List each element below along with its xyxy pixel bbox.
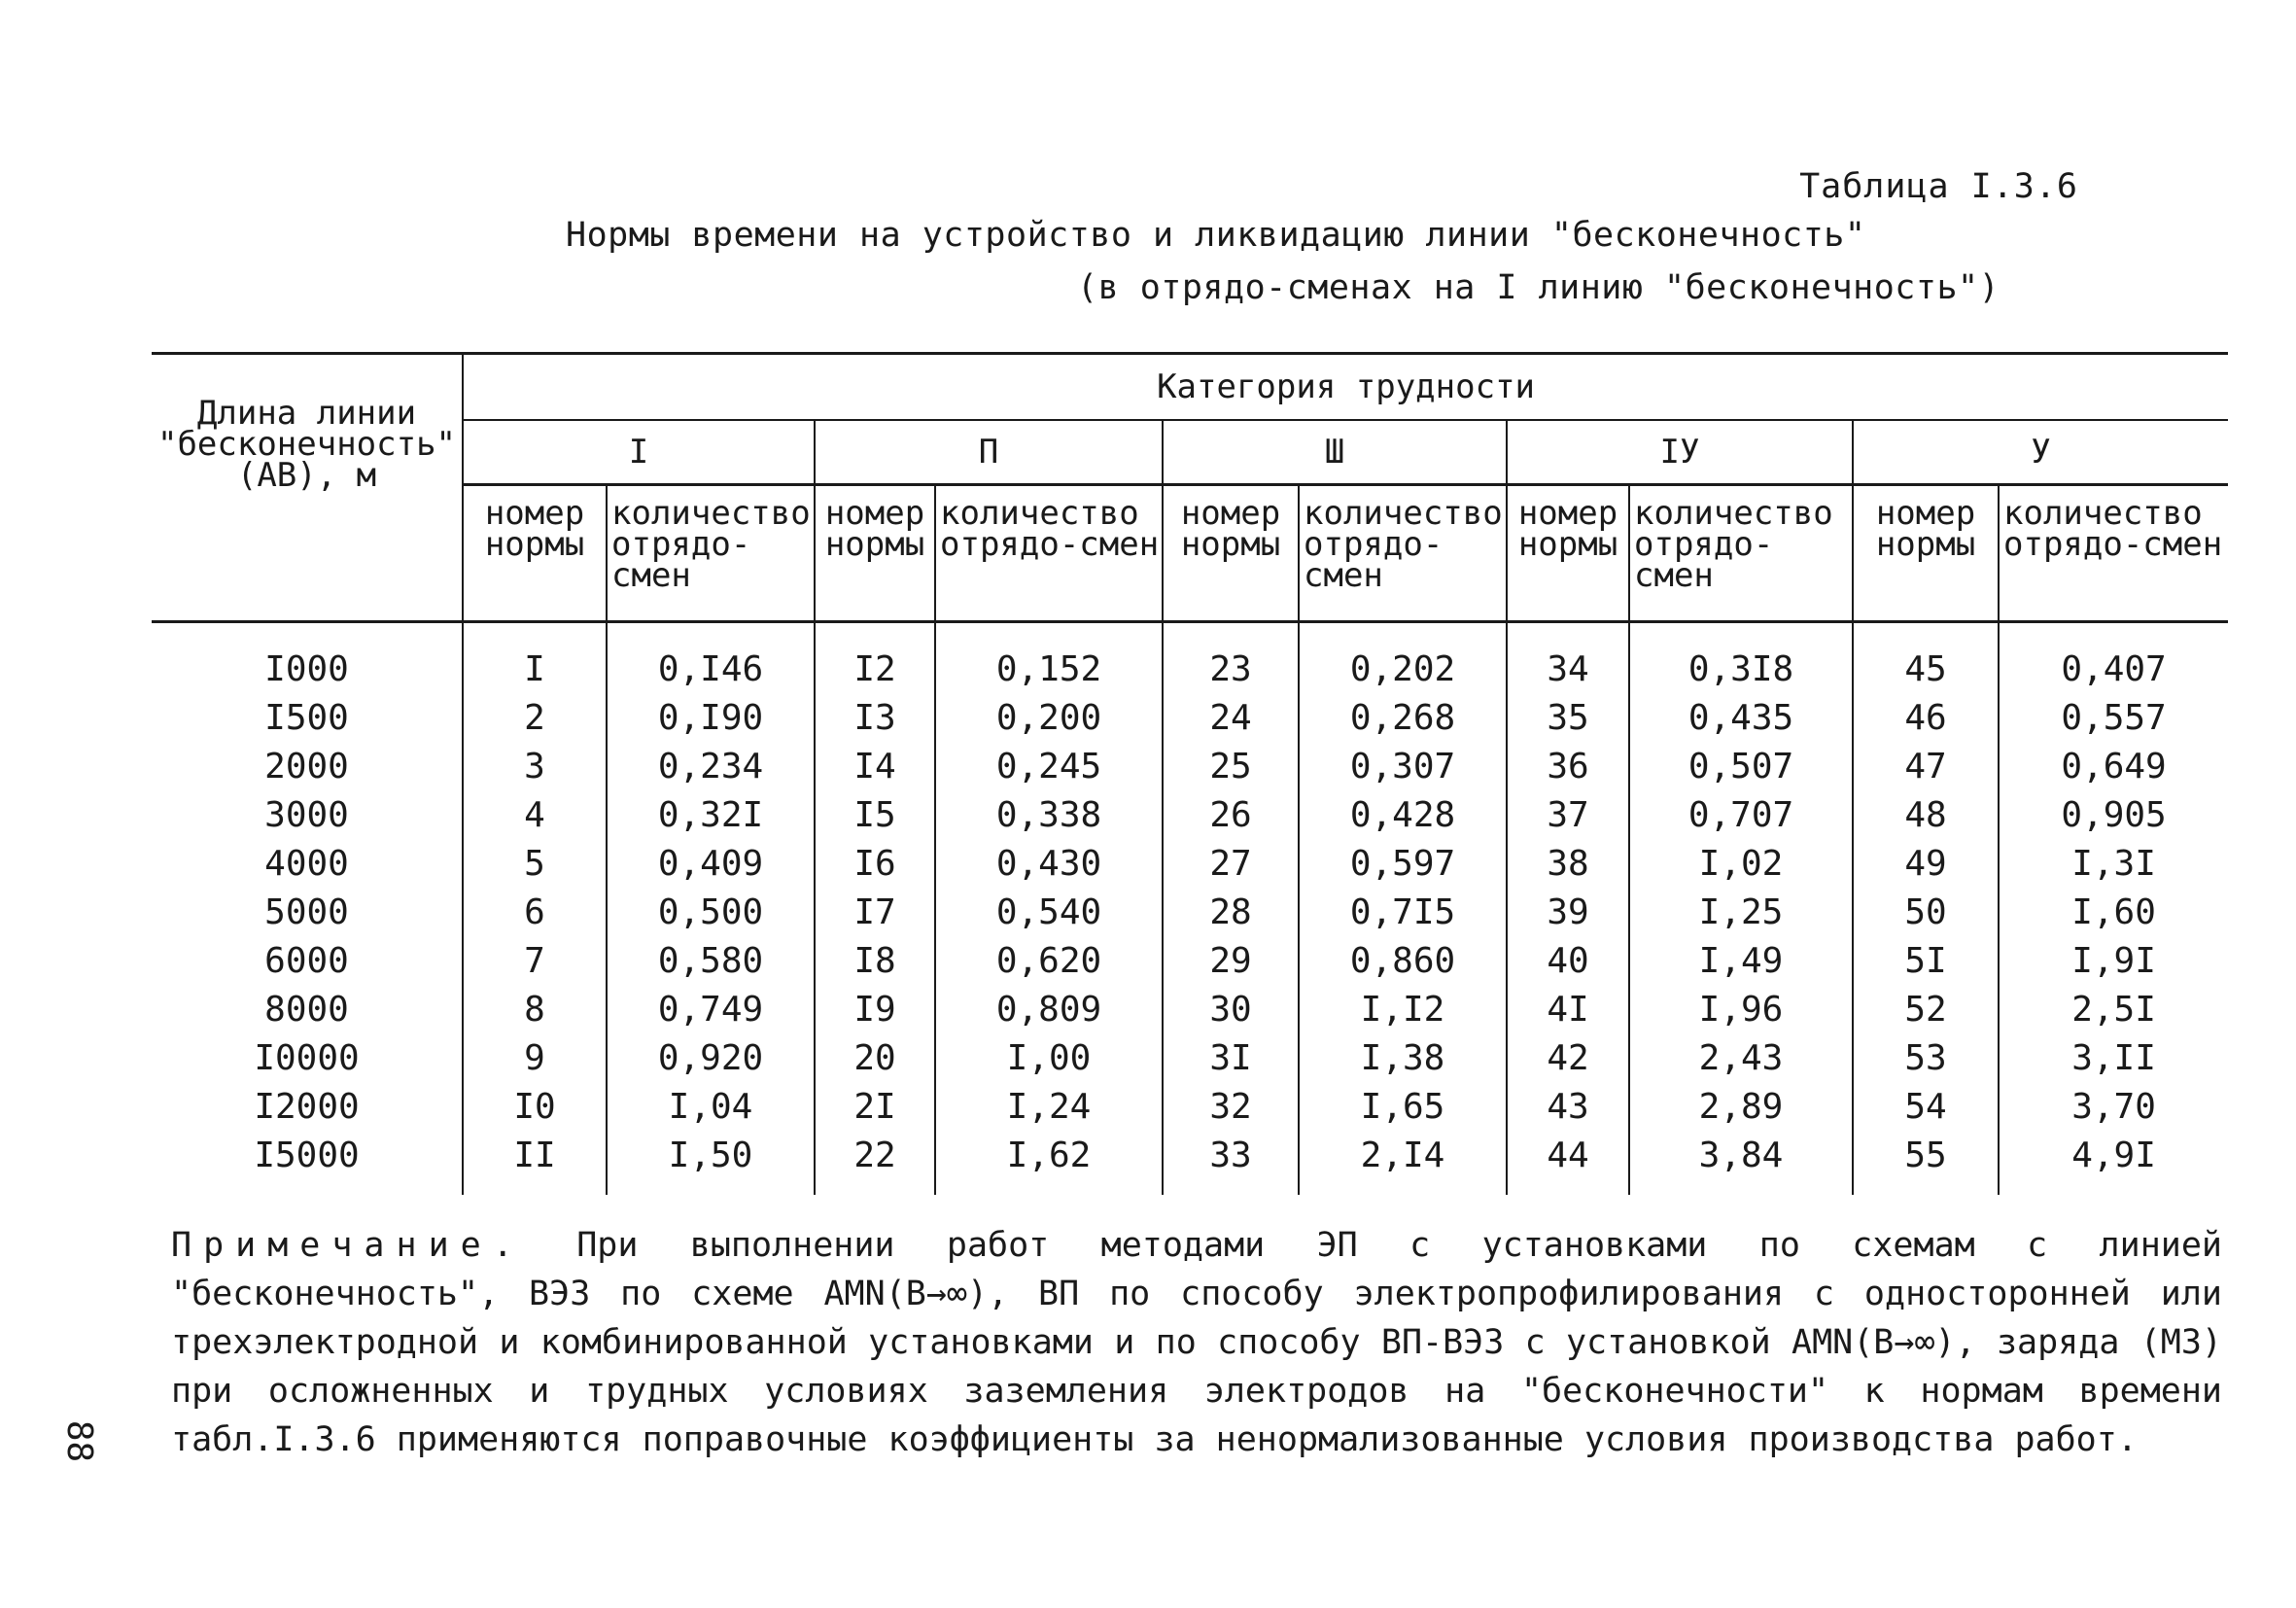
shift-quantity-cell: I,24 — [935, 1082, 1163, 1131]
shift-quantity-cell: 0,809 — [935, 985, 1163, 1033]
number-header: номер нормы — [1163, 485, 1299, 622]
norm-number-cell: 43 — [1507, 1082, 1629, 1131]
length-cell: I0000 — [152, 1033, 463, 1082]
shift-quantity-cell: 0,407 — [2061, 648, 2167, 689]
norm-number-cell: 28 — [1163, 888, 1299, 936]
shift-quantity-cell: 0,234 — [607, 742, 815, 790]
header-row-sub — [152, 485, 2228, 622]
norm-number-cell: I0 — [463, 1082, 607, 1131]
norm-number-cell: 27 — [1163, 839, 1299, 888]
category-v: У — [1853, 420, 2228, 485]
shift-quantity-cell: I,25 — [1629, 888, 1853, 936]
length-cell: I000 — [152, 622, 463, 694]
norm-number-cell: 49 — [1853, 839, 1999, 888]
table-row — [152, 1033, 2228, 1082]
table-row — [152, 985, 2228, 1033]
number-header: номер нормы — [815, 485, 935, 622]
norm-number-cell: 50 — [1853, 888, 1999, 936]
norm-number-cell: 3I — [1163, 1033, 1299, 1082]
norm-number-cell: 55 — [1853, 1131, 1999, 1195]
shift-quantity-cell: I,38 — [1299, 1033, 1507, 1082]
category-ii: П — [815, 420, 1163, 485]
norm-number-cell: 26 — [1163, 790, 1299, 839]
shift-quantity-cell: 0,152 — [935, 622, 1163, 694]
shift-quantity-cell: 0,7I5 — [1299, 888, 1507, 936]
number-header: номер нормы — [1507, 485, 1629, 622]
shift-quantity-cell: I,3I — [2071, 843, 2156, 884]
quantity-header: количество отрядо-смен — [607, 485, 815, 622]
shift-quantity-cell: 0,905 — [2061, 794, 2167, 835]
norm-number-cell: 46 — [1853, 693, 1999, 742]
shift-quantity-cell: 0,540 — [935, 888, 1163, 936]
shift-quantity-cell: I,02 — [1629, 839, 1853, 888]
table-title: Нормы времени на устройство и ликвидацию линии "бесконечность" — [566, 216, 1866, 255]
header-row-category — [152, 354, 2228, 421]
table-row — [152, 790, 2228, 839]
shift-quantity-cell: 3,70 — [2071, 1086, 2156, 1127]
header-row-roman — [152, 420, 2228, 485]
norm-number-cell: 36 — [1507, 742, 1629, 790]
norm-number-cell: I5 — [815, 790, 935, 839]
shift-quantity-cell: 0,430 — [935, 839, 1163, 888]
shift-quantity-cell: 0,557 — [2061, 697, 2167, 738]
norm-number-cell: 4 — [463, 790, 607, 839]
norm-number-cell: 5 — [463, 839, 607, 888]
table-row — [152, 742, 2228, 790]
length-column-header: Длина линии "бесконечность" (АВ), м — [152, 354, 463, 622]
shift-quantity-cell: 2,I4 — [1299, 1131, 1507, 1195]
length-cell: 4000 — [152, 839, 463, 888]
table-row — [152, 693, 2228, 742]
norm-number-cell: 5I — [1853, 936, 1999, 985]
table-row — [152, 1082, 2228, 1131]
norm-number-cell: 20 — [815, 1033, 935, 1082]
norm-number-cell: 44 — [1507, 1131, 1629, 1195]
length-cell: 8000 — [152, 985, 463, 1033]
length-cell: I500 — [152, 693, 463, 742]
norm-number-cell: 38 — [1507, 839, 1629, 888]
shift-quantity-cell: I,50 — [607, 1131, 815, 1195]
shift-quantity-cell: 4,9I — [2071, 1135, 2156, 1175]
norm-number-cell: 32 — [1163, 1082, 1299, 1131]
shift-quantity-cell: 0,202 — [1299, 622, 1507, 694]
norm-number-cell: 6 — [463, 888, 607, 936]
shift-quantity-cell: 0,435 — [1629, 693, 1853, 742]
norms-table — [152, 352, 2228, 1195]
shift-quantity-cell: 2,89 — [1629, 1082, 1853, 1131]
norm-number-cell: I3 — [815, 693, 935, 742]
shift-quantity-cell: 2,43 — [1629, 1033, 1853, 1082]
category-header: Категория трудности — [463, 354, 2228, 421]
shift-quantity-cell: 0,500 — [607, 888, 815, 936]
norm-number-cell: 45 — [1853, 622, 1999, 694]
norm-number-cell: II — [463, 1131, 607, 1195]
shift-quantity-cell: 0,649 — [2061, 746, 2167, 787]
shift-quantity-cell: 3,II — [2071, 1037, 2156, 1078]
norm-number-cell: 4I — [1507, 985, 1629, 1033]
quantity-header: количество отрядо-смен — [1299, 485, 1507, 622]
shift-quantity-cell: I,9I — [2071, 940, 2156, 981]
norm-number-cell: I6 — [815, 839, 935, 888]
category-iv: IУ — [1507, 420, 1853, 485]
shift-quantity-cell: 0,I90 — [607, 693, 815, 742]
shift-quantity-cell: 0,428 — [1299, 790, 1507, 839]
norm-number-cell: 2I — [815, 1082, 935, 1131]
shift-quantity-cell: 0,32I — [607, 790, 815, 839]
length-cell: 6000 — [152, 936, 463, 985]
number-header: номер нормы — [463, 485, 607, 622]
norm-number-cell: I9 — [815, 985, 935, 1033]
norm-number-cell: 47 — [1853, 742, 1999, 790]
table-row — [152, 839, 2228, 888]
shift-quantity-cell: 0,338 — [935, 790, 1163, 839]
table-row — [152, 622, 2228, 694]
shift-quantity-cell: I,96 — [1629, 985, 1853, 1033]
note-text: При выполнении работ методами ЭП с установками по схемам с линией "бесконечность", ВЭЗ по схеме AMN(B→∞), ВП по способу электропрофилирования с односторонней или трехэлектродной и комбинированной установками и по способу ВП-ВЭЗ с установкой AMN(B→∞), заряда (МЗ) при осложненных и трудных условиях заземления электродов на "бесконечности" к нормам времени табл.I.3.6 применяются поправочные коэффициенты за ненормализованные условия производства работ. — [171, 1226, 2222, 1459]
shift-quantity-cell: 0,580 — [607, 936, 815, 985]
table-row — [152, 936, 2228, 985]
norm-number-cell: 37 — [1507, 790, 1629, 839]
page-number: 88 — [59, 1419, 100, 1463]
shift-quantity-cell: I,49 — [1629, 936, 1853, 985]
norm-number-cell: I4 — [815, 742, 935, 790]
shift-quantity-cell: I,04 — [607, 1082, 815, 1131]
norm-number-cell: 52 — [1853, 985, 1999, 1033]
norm-number-cell: 54 — [1853, 1082, 1999, 1131]
shift-quantity-cell: 0,860 — [1299, 936, 1507, 985]
length-cell: 5000 — [152, 888, 463, 936]
table-row — [152, 1131, 2228, 1195]
norm-number-cell: 53 — [1853, 1033, 1999, 1082]
shift-quantity-cell: 0,707 — [1629, 790, 1853, 839]
category-iii: Ш — [1163, 420, 1507, 485]
shift-quantity-cell: 0,507 — [1629, 742, 1853, 790]
length-cell: I2000 — [152, 1082, 463, 1131]
shift-quantity-cell: 0,3I8 — [1629, 622, 1853, 694]
table-subtitle: (в отрядо-сменах на I линию "бесконечность") — [1077, 268, 2000, 307]
norm-number-cell: 40 — [1507, 936, 1629, 985]
number-header: номер нормы — [1853, 485, 1999, 622]
norm-number-cell: 48 — [1853, 790, 1999, 839]
length-cell: 2000 — [152, 742, 463, 790]
table-body — [152, 622, 2228, 1196]
shift-quantity-cell: 0,409 — [607, 839, 815, 888]
norm-number-cell: 7 — [463, 936, 607, 985]
norm-number-cell: 42 — [1507, 1033, 1629, 1082]
category-i: I — [463, 420, 815, 485]
norm-number-cell: 8 — [463, 985, 607, 1033]
note-paragraph — [171, 1221, 2222, 1464]
length-cell: I5000 — [152, 1131, 463, 1195]
table-row — [152, 888, 2228, 936]
norm-number-cell: 24 — [1163, 693, 1299, 742]
shift-quantity-cell: 0,245 — [935, 742, 1163, 790]
shift-quantity-cell: 0,I46 — [607, 622, 815, 694]
norm-number-cell: 9 — [463, 1033, 607, 1082]
norm-number-cell: 29 — [1163, 936, 1299, 985]
shift-quantity-cell: I,60 — [2071, 891, 2156, 932]
norm-number-cell: I8 — [815, 936, 935, 985]
shift-quantity-cell: I,00 — [935, 1033, 1163, 1082]
shift-quantity-cell: 2,5I — [2071, 989, 2156, 1030]
norm-number-cell: 35 — [1507, 693, 1629, 742]
shift-quantity-cell: 0,920 — [607, 1033, 815, 1082]
quantity-header: количество отрядо-смен — [935, 485, 1163, 622]
norm-number-cell: 2 — [463, 693, 607, 742]
shift-quantity-cell: 0,749 — [607, 985, 815, 1033]
quantity-header: количество отрядо-смен — [1629, 485, 1853, 622]
shift-quantity-cell: 0,620 — [935, 936, 1163, 985]
norm-number-cell: 23 — [1163, 622, 1299, 694]
norm-number-cell: 22 — [815, 1131, 935, 1195]
note-lead: Примечание. — [171, 1226, 525, 1265]
norm-number-cell: 3 — [463, 742, 607, 790]
norm-number-cell: 33 — [1163, 1131, 1299, 1195]
shift-quantity-cell: 0,200 — [935, 693, 1163, 742]
norm-number-cell: 30 — [1163, 985, 1299, 1033]
shift-quantity-cell: I,65 — [1299, 1082, 1507, 1131]
norm-number-cell: 39 — [1507, 888, 1629, 936]
norm-number-cell: I2 — [815, 622, 935, 694]
norm-number-cell: 34 — [1507, 622, 1629, 694]
shift-quantity-cell: I,I2 — [1299, 985, 1507, 1033]
quantity-header: количество отрядо-смен — [1999, 485, 2228, 622]
shift-quantity-cell: I,62 — [935, 1131, 1163, 1195]
length-cell: 3000 — [152, 790, 463, 839]
norm-number-cell: I7 — [815, 888, 935, 936]
norm-number-cell: I — [463, 622, 607, 694]
norm-number-cell: 25 — [1163, 742, 1299, 790]
shift-quantity-cell: 0,597 — [1299, 839, 1507, 888]
shift-quantity-cell: 3,84 — [1629, 1131, 1853, 1195]
shift-quantity-cell: 0,307 — [1299, 742, 1507, 790]
table-number: Таблица I.3.6 — [1799, 167, 2078, 206]
shift-quantity-cell: 0,268 — [1299, 693, 1507, 742]
